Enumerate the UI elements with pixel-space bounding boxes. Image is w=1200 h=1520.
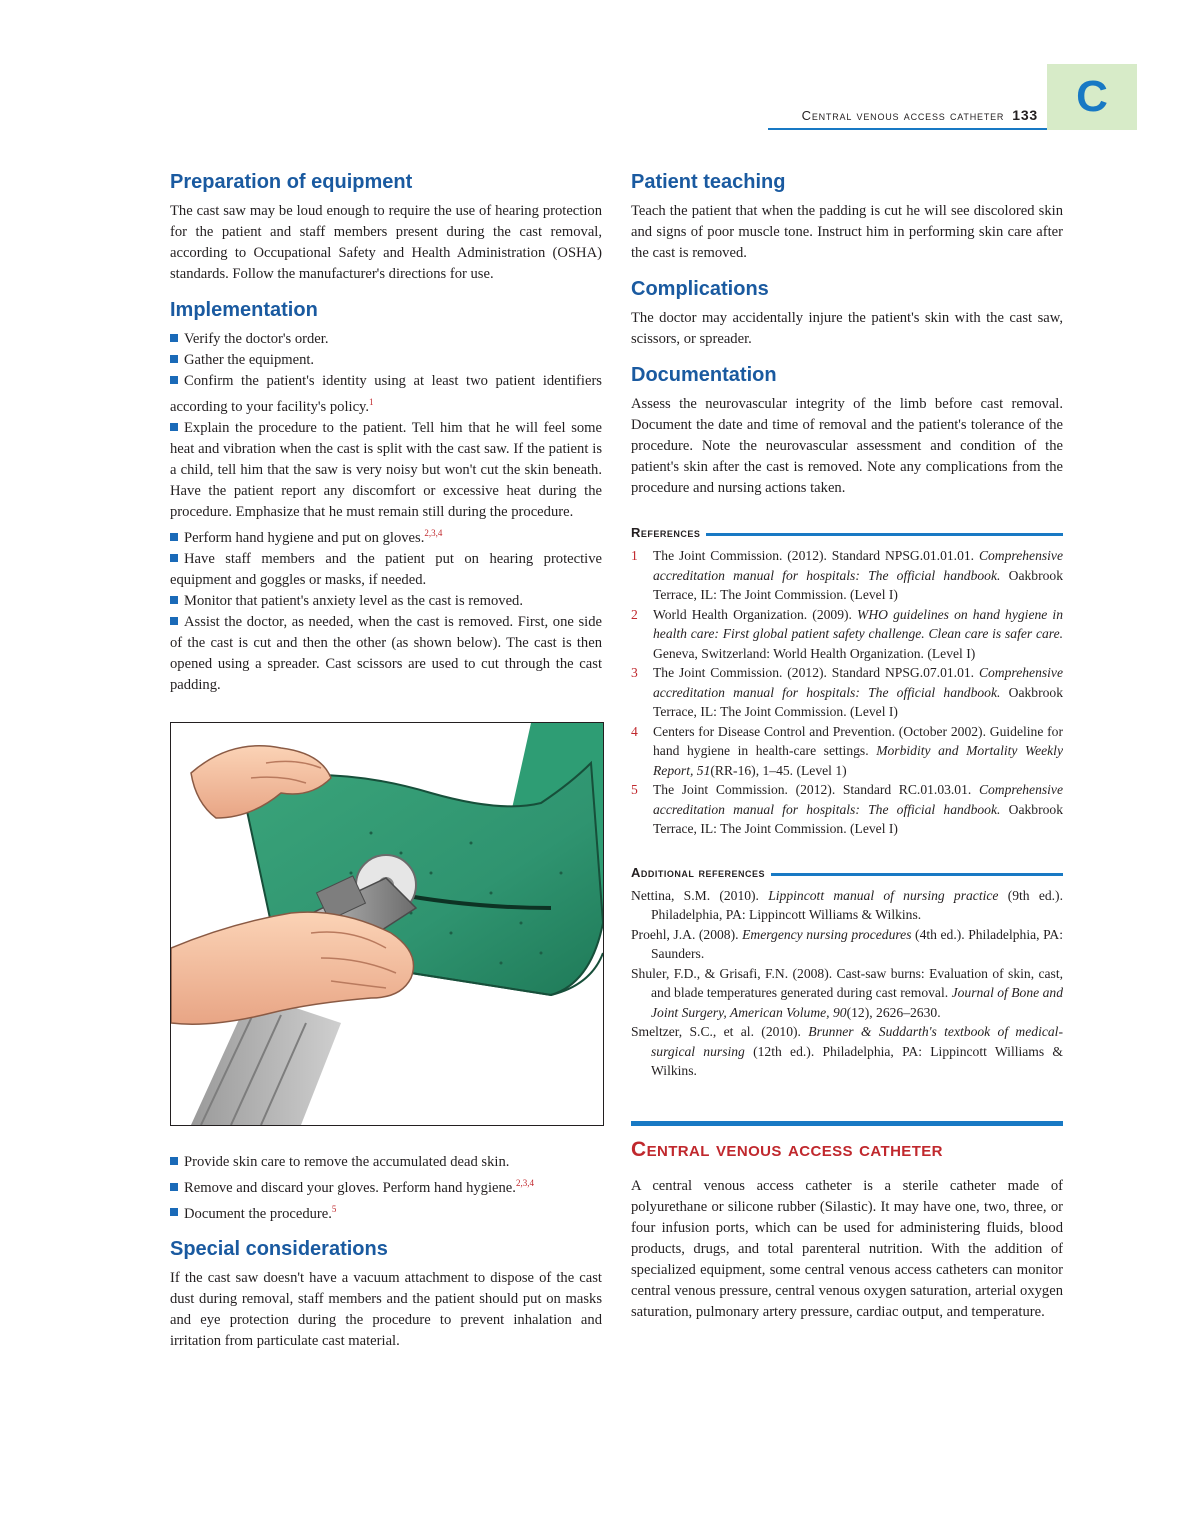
additional-reference-item: Shuler, F.D., & Grisafi, F.N. (2008). Cast-saw burns: Evaluation of skin, cast, and blade temperatures generated during cast removal. Journal of Bone and Joint Surgery, American Volume, 90(12), 2626–2630. (631, 965, 1063, 1020)
special-text: If the cast saw doesn't have a vacuum attachment to dispose of the cast dust during removal, staff members and the patient should put on masks and eye protection during the procedure to prevent inhalation and irritation from particulate cast material. (170, 1270, 602, 1350)
teaching-text: Teach the patient that when the padding is cut he will see discolored skin and signs of poor muscle tone. Instruct him in performing skin care after the cast is removed. (631, 203, 1063, 261)
reference-item: 4 Centers for Disease Control and Prevention. (October 2002). Guideline for hand hygiene in health-care settings. Morbidity and Mortality Weekly Report, 51(RR-16), 1–45. (Level 1) (631, 723, 1063, 778)
left-column (170, 170, 602, 1352)
special-heading: Special considerations (170, 1238, 388, 1261)
impl-heading: Implementation (170, 299, 318, 321)
reference-item: 2 World Health Organization. (2009). WHO guidelines on hand hygiene in health care: First global patient safety challenge. Clean care is safer care. Geneva, Switzerland: World Health Organization. (Level I) (631, 606, 1063, 661)
additional-reference-item: Smeltzer, S.C., et al. (2010). Brunner & Suddarth's textbook of medical-surgical nursing (12th ed.). Philadelphia, PA: Lippincott Williams & Wilkins. (631, 1024, 1063, 1078)
bullet-icon (170, 1157, 178, 1165)
list-item: Document the procedure.$^5$ (170, 1199, 602, 1225)
bullet-icon (170, 617, 178, 625)
citation: 5 (331, 1203, 337, 1214)
tab-letter: C (1076, 72, 1108, 121)
additional-reference-item: Proehl, J.A. (2008). Emergency nursing procedures (4th ed.). Philadelphia, PA: Saunders. (631, 926, 1063, 961)
reference-item: 5 The Joint Commission. (2012). Standard RC.01.03.01. Comprehensive accreditation manual for hospitals: The official handbook. Oakbrook Terrace, IL: The Joint Commission. (Level I) (631, 782, 1063, 836)
complications-text: The doctor may accidentally injure the patient's skin with the cast saw, scissors, or spreader. (631, 310, 1063, 347)
list-item: Explain the procedure to the patient. Tell him that he will feel some heat and vibration when the cast is split with the cast saw. If the patient is a child, tell him that the saw is very noisy but won't cut the skin beneath. Have the patient report any discomfort or excessive heat during the procedure. Emphasize that he must remain still during the procedure. (170, 419, 602, 520)
reference-item: 3 The Joint Commission. (2012). Standard NPSG.07.01.01. Comprehensive accreditation manual for hospitals: The official handbook. Oakbrook Terrace, IL: The Joint Commission. (Level I) (631, 665, 1063, 719)
documentation-heading: Documentation (631, 364, 777, 386)
references-heading: References (631, 525, 1063, 540)
references-list (631, 546, 1063, 839)
bullet-icon (170, 533, 178, 541)
bullet-icon (170, 554, 178, 562)
reference-item: 1 The Joint Commission. (2012). Standard NPSG.01.01.01. Comprehensive accreditation manual for hospitals: The official handbook. Oakbrook Terrace, IL: The Joint Commission. (Level I) (631, 548, 1063, 602)
list-item: Provide skin care to remove the accumulated dead skin. (170, 1152, 602, 1173)
bullet-icon (170, 423, 178, 431)
bullet-icon (170, 596, 178, 604)
impl-list-continued (170, 1152, 602, 1225)
cast-saw-illustration (170, 722, 604, 1126)
list-item: Confirm the patient's identity using at least two patient identifiers according to your facility's policy.$^1$ (170, 373, 602, 415)
cast-removal-image (171, 723, 603, 1125)
cvac-text: A central venous access catheter is a sterile catheter made of polyurethane or silicone rubber (Silastic). It may have one, two, three, or four infusion ports, which can be used for administering fluids, blood products, drugs, and total parenteral nutrition. With the addition of specialized equipment, some central venous access catheters can monitor central venous pressure, central venous oxygen saturation, arterial oxygen saturation, pulmonary artery pressure, cardiac output, and temperature. (631, 1177, 1063, 1320)
header-rule (768, 128, 1047, 130)
impl-list (170, 329, 602, 696)
running-head (802, 107, 1038, 123)
running-head-title: Central venous access catheter (801, 108, 1005, 123)
additional-references-rule (771, 873, 1063, 876)
prep-heading: Preparation of equipment (170, 171, 413, 193)
bullet-icon (170, 355, 178, 363)
citation: 1 (369, 397, 374, 407)
list-item: Gather the equipment. (170, 350, 602, 371)
references-rule (706, 533, 1063, 536)
right-column (631, 170, 1063, 1323)
citation: 2,3,4 (424, 527, 443, 538)
section-tab (1047, 64, 1137, 130)
prep-text: The cast saw may be loud enough to require the use of hearing protection for the patient and staff members present during the cast removal, according to Occupational Safety and Health Administration (OSHA) standards. Follow the manufacturer's directions for use. (170, 203, 602, 282)
list-item: Monitor that patient's anxiety level as the cast is removed. (170, 591, 602, 612)
complications-heading: Complications (631, 278, 769, 300)
bullet-icon (170, 334, 178, 342)
additional-references-list (631, 886, 1063, 1081)
cvac-section (631, 1121, 1063, 1323)
list-item: Remove and discard your gloves. Perform hand hygiene.$^{2,3,4}$ (170, 1173, 602, 1199)
list-item: Perform hand hygiene and put on gloves.$^{2,3,4}$ (170, 523, 602, 549)
list-item: Have staff members and the patient put on hearing protective equipment and goggles or masks, if needed. (170, 550, 602, 588)
additional-references-heading: Additional references (631, 865, 1063, 880)
documentation-text: Assess the neurovascular integrity of the limb before cast removal. Document the date and time of removal and the patient's tolerance of the procedure. Note the neurovascular assessment and condition of the patient's skin after the cast is removed. Note any complications from the procedure and nursing actions taken. (631, 396, 1063, 496)
bullet-icon (170, 376, 178, 384)
teaching-heading: Patient teaching (631, 171, 786, 193)
list-item: Verify the doctor's order. (170, 329, 602, 350)
cvac-heading: Central venous access catheter (631, 1137, 943, 1161)
bullet-icon (170, 1183, 178, 1191)
page-number: 133 (1012, 107, 1038, 123)
citation: 2,3,4 (515, 1177, 534, 1188)
list-item: Assist the doctor, as needed, when the cast is removed. First, one side of the cast is cut and then the other (as shown below). The cast is then opened using a spreader. Cast scissors are used to cut through the cast padding. (170, 613, 602, 693)
additional-reference-item: Nettina, S.M. (2010). Lippincott manual of nursing practice (9th ed.). Philadelphia, PA: Lippincott Williams & Wilkins. (631, 887, 1063, 922)
bullet-icon (170, 1208, 178, 1216)
